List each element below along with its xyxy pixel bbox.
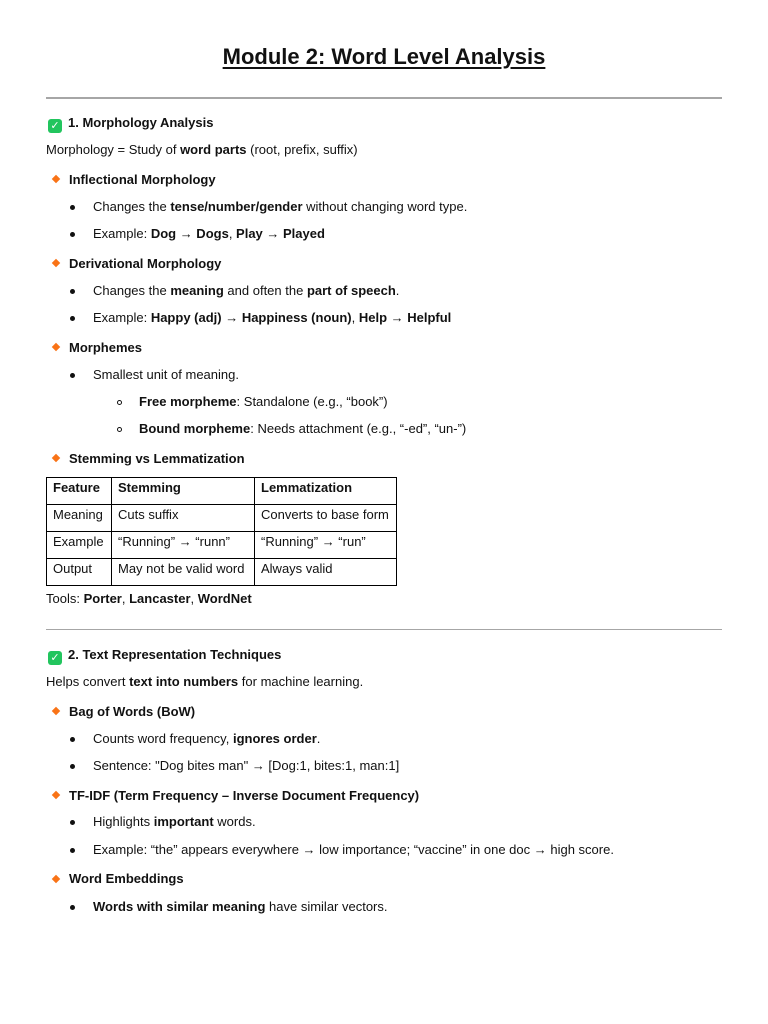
diamond-bullet-icon <box>52 175 60 183</box>
diamond-bullet-icon <box>52 259 60 267</box>
comparison-table <box>46 477 397 586</box>
bullet-icon <box>70 764 75 769</box>
table-cell: Example <box>47 532 112 559</box>
circle-bullet-icon <box>117 400 122 405</box>
diamond-bullet-icon <box>52 875 60 883</box>
table-cell: “Running” → “runn” <box>112 532 255 559</box>
bullet-icon <box>70 737 75 742</box>
page-title: Module 2: Word Level Analysis <box>222 44 546 69</box>
stemming-heading: Stemming vs Lemmatization <box>69 451 245 466</box>
bow-heading: Bag of Words (BoW) <box>69 704 196 719</box>
diamond-bullet-icon <box>52 791 60 799</box>
divider <box>46 97 722 99</box>
table-cell: Cuts suffix <box>112 505 255 532</box>
list-item: Sentence: "Dog bites man" → [Dog:1, bites:1, man:1] <box>93 758 400 773</box>
check-mark-icon: ✓ <box>48 651 62 665</box>
list-item: Words with similar meaning have similar vectors. <box>93 899 388 914</box>
diamond-bullet-icon <box>52 454 60 462</box>
bullet-icon <box>70 205 75 210</box>
table-row <box>47 559 397 586</box>
list-item: Changes the tense/number/gender without changing word type. <box>93 199 468 214</box>
section1-heading: ✓ 1. Morphology Analysis <box>48 115 213 133</box>
section1-intro: Morphology = Study of word parts (root, prefix, suffix) <box>46 142 358 157</box>
bullet-icon <box>70 289 75 294</box>
list-item: Example: “the” appears everywhere → low importance; “vaccine” in one doc → high score. <box>93 842 614 857</box>
circle-bullet-icon <box>117 427 122 432</box>
bullet-icon <box>70 232 75 237</box>
morphemes-heading: Morphemes <box>69 340 142 355</box>
list-item: Example: Dog → Dogs, Play → Played <box>93 226 325 241</box>
diamond-bullet-icon <box>52 707 60 715</box>
table-header-row <box>47 478 397 505</box>
inflectional-heading: Inflectional Morphology <box>69 172 216 187</box>
bullet-icon <box>70 905 75 910</box>
section2-intro: Helps convert text into numbers for machine learning. <box>46 674 364 689</box>
list-item: Counts word frequency, ignores order. <box>93 731 321 746</box>
divider <box>46 629 722 630</box>
diamond-bullet-icon <box>52 343 60 351</box>
list-item: Smallest unit of meaning. <box>93 367 239 382</box>
list-item: Changes the meaning and often the part of speech. <box>93 283 400 298</box>
bullet-icon <box>70 373 75 378</box>
list-item: Example: Happy (adj) → Happiness (noun), Help → Helpful <box>93 310 452 325</box>
tfidf-heading: TF-IDF (Term Frequency – Inverse Document Frequency) <box>69 788 420 803</box>
section2-heading: ✓ 2. Text Representation Techniques <box>48 647 281 665</box>
list-item: Bound morpheme: Needs attachment (e.g., “-ed”, “un-”) <box>139 421 467 436</box>
table-cell: Output <box>47 559 112 586</box>
bullet-icon <box>70 820 75 825</box>
table-cell: Converts to base form <box>255 505 397 532</box>
list-item: Highlights important words. <box>93 814 256 829</box>
table-header-cell: Feature <box>47 478 112 505</box>
table-cell: “Running” → “run” <box>255 532 397 559</box>
tools-line: Tools: Porter, Lancaster, WordNet <box>46 591 252 606</box>
embeddings-heading: Word Embeddings <box>69 871 184 886</box>
table-cell: May not be valid word <box>112 559 255 586</box>
table-row <box>47 505 397 532</box>
table-row <box>47 532 397 559</box>
table-cell: Meaning <box>47 505 112 532</box>
derivational-heading: Derivational Morphology <box>69 256 222 271</box>
table-header-cell: Stemming <box>112 478 255 505</box>
check-mark-icon: ✓ <box>48 119 62 133</box>
bullet-icon <box>70 848 75 853</box>
bullet-icon <box>70 316 75 321</box>
table-header-cell: Lemmatization <box>255 478 397 505</box>
table-cell: Always valid <box>255 559 397 586</box>
list-item: Free morpheme: Standalone (e.g., “book”) <box>139 394 388 409</box>
